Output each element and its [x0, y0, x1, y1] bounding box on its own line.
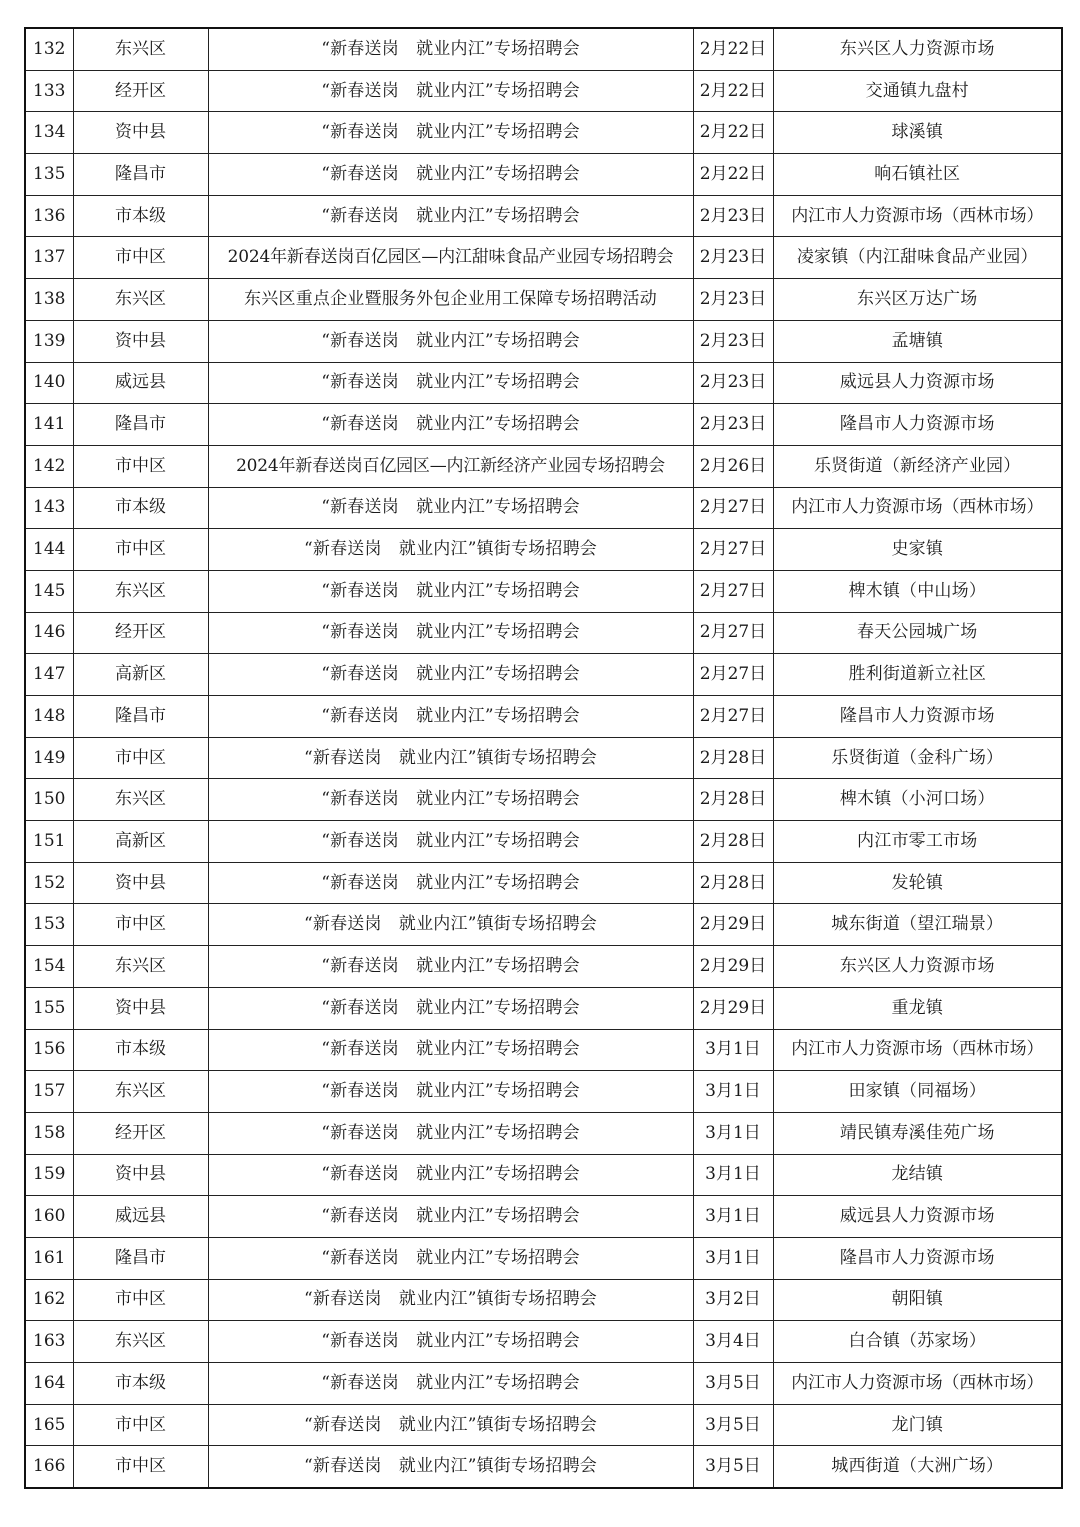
- row-number-cell: 146: [25, 612, 73, 654]
- date-cell: 2月29日: [693, 904, 773, 946]
- table-row: [25, 195, 1062, 237]
- district-cell: 隆昌市: [73, 404, 208, 446]
- date-cell: 2月22日: [693, 154, 773, 196]
- district-cell: 东兴区: [73, 570, 208, 612]
- event-name-cell: “新春送岗 就业内江”专场招聘会: [208, 1363, 693, 1405]
- district-cell: 资中县: [73, 1154, 208, 1196]
- event-name-cell: 2024年新春送岗百亿园区—内江新经济产业园专场招聘会: [208, 445, 693, 487]
- district-cell: 资中县: [73, 987, 208, 1029]
- date-cell: 2月28日: [693, 779, 773, 821]
- district-cell: 威远县: [73, 1196, 208, 1238]
- table-row: [25, 904, 1062, 946]
- location-cell: 球溪镇: [773, 112, 1062, 154]
- event-name-cell: “新春送岗 就业内江”专场招聘会: [208, 1196, 693, 1238]
- table-row: [25, 154, 1062, 196]
- location-cell: 朝阳镇: [773, 1279, 1062, 1321]
- row-number-cell: 134: [25, 112, 73, 154]
- table-row: [25, 1404, 1062, 1446]
- district-cell: 隆昌市: [73, 1237, 208, 1279]
- row-number-cell: 160: [25, 1196, 73, 1238]
- event-name-cell: “新春送岗 就业内江”专场招聘会: [208, 1321, 693, 1363]
- date-cell: 2月22日: [693, 70, 773, 112]
- table-row: [25, 654, 1062, 696]
- location-cell: 孟塘镇: [773, 320, 1062, 362]
- row-number-cell: 145: [25, 570, 73, 612]
- event-name-cell: “新春送岗 就业内江”专场招聘会: [208, 654, 693, 696]
- date-cell: 2月23日: [693, 320, 773, 362]
- event-name-cell: “新春送岗 就业内江”专场招聘会: [208, 779, 693, 821]
- location-cell: 龙门镇: [773, 1404, 1062, 1446]
- table-row: [25, 1279, 1062, 1321]
- row-number-cell: 165: [25, 1404, 73, 1446]
- event-name-cell: “新春送岗 就业内江”专场招聘会: [208, 612, 693, 654]
- date-cell: 2月28日: [693, 737, 773, 779]
- row-number-cell: 158: [25, 1112, 73, 1154]
- event-name-cell: “新春送岗 就业内江”专场招聘会: [208, 946, 693, 988]
- date-cell: 3月1日: [693, 1237, 773, 1279]
- date-cell: 2月29日: [693, 946, 773, 988]
- district-cell: 高新区: [73, 654, 208, 696]
- district-cell: 东兴区: [73, 28, 208, 70]
- location-cell: 田家镇（同福场）: [773, 1071, 1062, 1113]
- date-cell: 3月1日: [693, 1029, 773, 1071]
- location-cell: 重龙镇: [773, 987, 1062, 1029]
- row-number-cell: 139: [25, 320, 73, 362]
- district-cell: 东兴区: [73, 1071, 208, 1113]
- event-name-cell: “新春送岗 就业内江”镇街专场招聘会: [208, 1279, 693, 1321]
- event-name-cell: “新春送岗 就业内江”专场招聘会: [208, 1071, 693, 1113]
- event-name-cell: “新春送岗 就业内江”专场招聘会: [208, 154, 693, 196]
- location-cell: 威远县人力资源市场: [773, 362, 1062, 404]
- date-cell: 2月27日: [693, 487, 773, 529]
- event-name-cell: “新春送岗 就业内江”专场招聘会: [208, 28, 693, 70]
- table-row: [25, 737, 1062, 779]
- table-row: [25, 445, 1062, 487]
- table-row: [25, 112, 1062, 154]
- location-cell: 春天公园城广场: [773, 612, 1062, 654]
- event-name-cell: “新春送岗 就业内江”专场招聘会: [208, 112, 693, 154]
- location-cell: 内江市人力资源市场（西林市场）: [773, 1029, 1062, 1071]
- row-number-cell: 150: [25, 779, 73, 821]
- date-cell: 3月5日: [693, 1446, 773, 1488]
- location-cell: 乐贤街道（金科广场）: [773, 737, 1062, 779]
- event-name-cell: “新春送岗 就业内江”专场招聘会: [208, 1237, 693, 1279]
- row-number-cell: 156: [25, 1029, 73, 1071]
- district-cell: 资中县: [73, 320, 208, 362]
- row-number-cell: 136: [25, 195, 73, 237]
- district-cell: 市本级: [73, 487, 208, 529]
- location-cell: 东兴区人力资源市场: [773, 28, 1062, 70]
- table-row: [25, 279, 1062, 321]
- table-row: [25, 1196, 1062, 1238]
- row-number-cell: 135: [25, 154, 73, 196]
- district-cell: 市中区: [73, 237, 208, 279]
- date-cell: 3月5日: [693, 1363, 773, 1405]
- location-cell: 响石镇社区: [773, 154, 1062, 196]
- event-name-cell: “新春送岗 就业内江”镇街专场招聘会: [208, 737, 693, 779]
- location-cell: 威远县人力资源市场: [773, 1196, 1062, 1238]
- table-row: [25, 1321, 1062, 1363]
- date-cell: 3月1日: [693, 1071, 773, 1113]
- location-cell: 隆昌市人力资源市场: [773, 1237, 1062, 1279]
- event-name-cell: “新春送岗 就业内江”专场招聘会: [208, 987, 693, 1029]
- event-name-cell: “新春送岗 就业内江”专场招聘会: [208, 1029, 693, 1071]
- location-cell: 靖民镇寿溪佳苑广场: [773, 1112, 1062, 1154]
- date-cell: 2月27日: [693, 654, 773, 696]
- date-cell: 2月22日: [693, 28, 773, 70]
- row-number-cell: 154: [25, 946, 73, 988]
- table-row: [25, 1363, 1062, 1405]
- location-cell: 东兴区人力资源市场: [773, 946, 1062, 988]
- district-cell: 市中区: [73, 737, 208, 779]
- date-cell: 2月28日: [693, 821, 773, 863]
- date-cell: 2月28日: [693, 862, 773, 904]
- date-cell: 2月27日: [693, 612, 773, 654]
- event-name-cell: “新春送岗 就业内江”专场招聘会: [208, 696, 693, 738]
- date-cell: 2月27日: [693, 570, 773, 612]
- row-number-cell: 164: [25, 1363, 73, 1405]
- event-name-cell: “新春送岗 就业内江”专场招聘会: [208, 404, 693, 446]
- date-cell: 2月26日: [693, 445, 773, 487]
- table-row: [25, 487, 1062, 529]
- event-name-cell: “新春送岗 就业内江”镇街专场招聘会: [208, 529, 693, 571]
- event-name-cell: “新春送岗 就业内江”专场招聘会: [208, 362, 693, 404]
- event-name-cell: 2024年新春送岗百亿园区—内江甜味食品产业园专场招聘会: [208, 237, 693, 279]
- location-cell: 发轮镇: [773, 862, 1062, 904]
- row-number-cell: 163: [25, 1321, 73, 1363]
- location-cell: 凌家镇（内江甜味食品产业园）: [773, 237, 1062, 279]
- row-number-cell: 159: [25, 1154, 73, 1196]
- table-row: [25, 362, 1062, 404]
- row-number-cell: 161: [25, 1237, 73, 1279]
- location-cell: 椑木镇（小河口场）: [773, 779, 1062, 821]
- table-row: [25, 1112, 1062, 1154]
- district-cell: 市中区: [73, 1279, 208, 1321]
- row-number-cell: 155: [25, 987, 73, 1029]
- event-name-cell: “新春送岗 就业内江”专场招聘会: [208, 70, 693, 112]
- row-number-cell: 147: [25, 654, 73, 696]
- event-name-cell: 东兴区重点企业暨服务外包企业用工保障专场招聘活动: [208, 279, 693, 321]
- row-number-cell: 132: [25, 28, 73, 70]
- date-cell: 3月2日: [693, 1279, 773, 1321]
- table-row: [25, 529, 1062, 571]
- table-row: [25, 1154, 1062, 1196]
- district-cell: 经开区: [73, 1112, 208, 1154]
- event-name-cell: “新春送岗 就业内江”镇街专场招聘会: [208, 1404, 693, 1446]
- row-number-cell: 152: [25, 862, 73, 904]
- location-cell: 交通镇九盘村: [773, 70, 1062, 112]
- location-cell: 龙结镇: [773, 1154, 1062, 1196]
- district-cell: 东兴区: [73, 946, 208, 988]
- location-cell: 椑木镇（中山场）: [773, 570, 1062, 612]
- row-number-cell: 148: [25, 696, 73, 738]
- district-cell: 市中区: [73, 529, 208, 571]
- location-cell: 内江市人力资源市场（西林市场）: [773, 487, 1062, 529]
- location-cell: 乐贤街道（新经济产业园）: [773, 445, 1062, 487]
- table-row: [25, 946, 1062, 988]
- date-cell: 2月23日: [693, 195, 773, 237]
- table-row: [25, 612, 1062, 654]
- date-cell: 2月23日: [693, 404, 773, 446]
- row-number-cell: 153: [25, 904, 73, 946]
- table-row: [25, 1446, 1062, 1488]
- table-row: [25, 1237, 1062, 1279]
- date-cell: 3月1日: [693, 1196, 773, 1238]
- row-number-cell: 162: [25, 1279, 73, 1321]
- date-cell: 2月27日: [693, 529, 773, 571]
- date-cell: 3月5日: [693, 1404, 773, 1446]
- location-cell: 内江市人力资源市场（西林市场）: [773, 1363, 1062, 1405]
- event-name-cell: “新春送岗 就业内江”镇街专场招聘会: [208, 1446, 693, 1488]
- district-cell: 资中县: [73, 112, 208, 154]
- row-number-cell: 151: [25, 821, 73, 863]
- location-cell: 隆昌市人力资源市场: [773, 696, 1062, 738]
- district-cell: 东兴区: [73, 1321, 208, 1363]
- district-cell: 市中区: [73, 445, 208, 487]
- date-cell: 2月27日: [693, 696, 773, 738]
- location-cell: 东兴区万达广场: [773, 279, 1062, 321]
- location-cell: 隆昌市人力资源市场: [773, 404, 1062, 446]
- district-cell: 市本级: [73, 195, 208, 237]
- table-row: [25, 70, 1062, 112]
- date-cell: 2月23日: [693, 362, 773, 404]
- row-number-cell: 143: [25, 487, 73, 529]
- row-number-cell: 149: [25, 737, 73, 779]
- event-name-cell: “新春送岗 就业内江”镇街专场招聘会: [208, 904, 693, 946]
- location-cell: 胜利街道新立社区: [773, 654, 1062, 696]
- district-cell: 市本级: [73, 1029, 208, 1071]
- location-cell: 白合镇（苏家场）: [773, 1321, 1062, 1363]
- table-row: [25, 821, 1062, 863]
- job-fair-schedule-table: [24, 27, 1063, 1489]
- table-row: [25, 779, 1062, 821]
- district-cell: 市中区: [73, 1404, 208, 1446]
- event-name-cell: “新春送岗 就业内江”专场招聘会: [208, 320, 693, 362]
- table-row: [25, 570, 1062, 612]
- district-cell: 高新区: [73, 821, 208, 863]
- event-name-cell: “新春送岗 就业内江”专场招聘会: [208, 821, 693, 863]
- district-cell: 东兴区: [73, 779, 208, 821]
- date-cell: 2月23日: [693, 279, 773, 321]
- event-name-cell: “新春送岗 就业内江”专场招聘会: [208, 570, 693, 612]
- location-cell: 内江市人力资源市场（西林市场）: [773, 195, 1062, 237]
- event-name-cell: “新春送岗 就业内江”专场招聘会: [208, 862, 693, 904]
- row-number-cell: 166: [25, 1446, 73, 1488]
- table-row: [25, 237, 1062, 279]
- location-cell: 城东街道（望江瑞景）: [773, 904, 1062, 946]
- event-name-cell: “新春送岗 就业内江”专场招聘会: [208, 195, 693, 237]
- district-cell: 隆昌市: [73, 696, 208, 738]
- row-number-cell: 138: [25, 279, 73, 321]
- table-row: [25, 320, 1062, 362]
- row-number-cell: 142: [25, 445, 73, 487]
- table-row: [25, 1029, 1062, 1071]
- district-cell: 资中县: [73, 862, 208, 904]
- event-name-cell: “新春送岗 就业内江”专场招聘会: [208, 1154, 693, 1196]
- location-cell: 城西街道（大洲广场）: [773, 1446, 1062, 1488]
- district-cell: 隆昌市: [73, 154, 208, 196]
- district-cell: 市中区: [73, 1446, 208, 1488]
- district-cell: 经开区: [73, 612, 208, 654]
- row-number-cell: 133: [25, 70, 73, 112]
- table-row: [25, 28, 1062, 70]
- table-row: [25, 862, 1062, 904]
- table-row: [25, 404, 1062, 446]
- table-body: [25, 28, 1062, 1488]
- date-cell: 2月29日: [693, 987, 773, 1029]
- date-cell: 2月23日: [693, 237, 773, 279]
- district-cell: 威远县: [73, 362, 208, 404]
- location-cell: 内江市零工市场: [773, 821, 1062, 863]
- row-number-cell: 157: [25, 1071, 73, 1113]
- table-row: [25, 696, 1062, 738]
- district-cell: 市中区: [73, 904, 208, 946]
- location-cell: 史家镇: [773, 529, 1062, 571]
- date-cell: 2月22日: [693, 112, 773, 154]
- row-number-cell: 140: [25, 362, 73, 404]
- row-number-cell: 137: [25, 237, 73, 279]
- district-cell: 市本级: [73, 1363, 208, 1405]
- event-name-cell: “新春送岗 就业内江”专场招聘会: [208, 1112, 693, 1154]
- event-name-cell: “新春送岗 就业内江”专场招聘会: [208, 487, 693, 529]
- row-number-cell: 144: [25, 529, 73, 571]
- table-row: [25, 987, 1062, 1029]
- date-cell: 3月1日: [693, 1112, 773, 1154]
- date-cell: 3月4日: [693, 1321, 773, 1363]
- district-cell: 经开区: [73, 70, 208, 112]
- row-number-cell: 141: [25, 404, 73, 446]
- table-row: [25, 1071, 1062, 1113]
- date-cell: 3月1日: [693, 1154, 773, 1196]
- district-cell: 东兴区: [73, 279, 208, 321]
